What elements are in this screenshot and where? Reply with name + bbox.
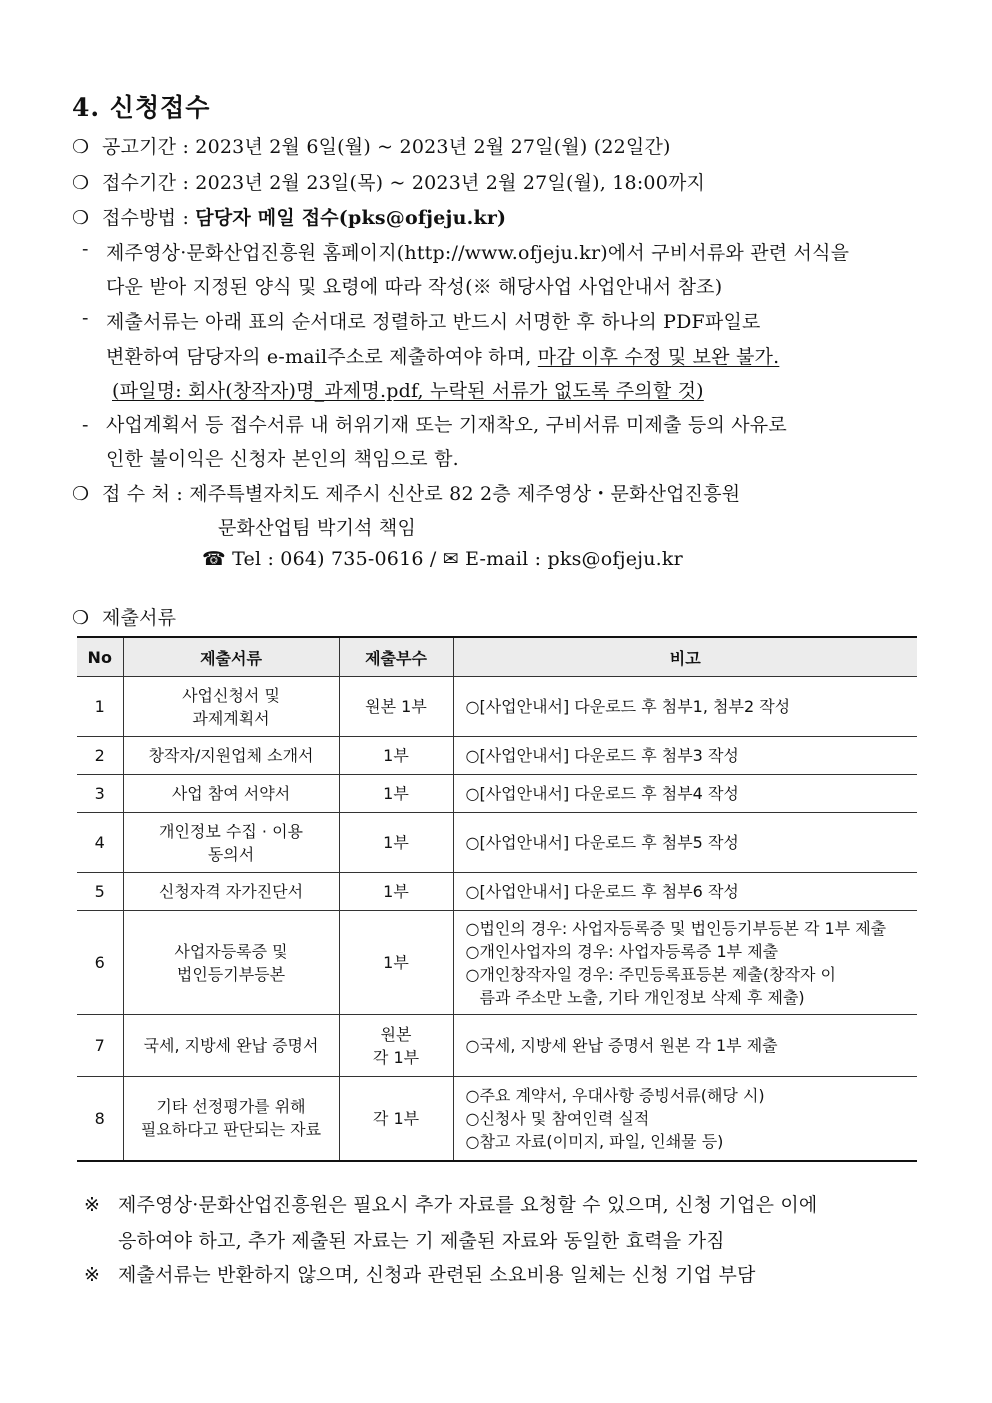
deadline-warning: 마감 이후 수정 및 보완 불가. <box>537 346 780 368</box>
dash-marker: - <box>82 238 89 260</box>
receipt-period: ❍ 접수기간 : 2023년 2월 23일(목) ~ 2023년 2월 27일(월), 18:00까지 <box>72 172 706 194</box>
cell-note: ○국세, 지방세 완납 증명서 원본 각 1부 제출 <box>453 1015 917 1077</box>
cell-note: ○[사업안내서] 다운로드 후 첨부6 작성 <box>453 873 917 911</box>
table-row <box>77 873 917 911</box>
note-mark: ※ <box>84 1264 101 1286</box>
cell-doc: 창작자/지원업체 소개서 <box>123 737 339 775</box>
receipt-method: ❍ 접수방법 : 담당자 메일 접수(pks@ofjeju.kr) <box>72 207 507 229</box>
table-row <box>77 911 917 1015</box>
cell-note: ○[사업안내서] 다운로드 후 첨부1, 첨부2 작성 <box>453 677 917 737</box>
cell-doc: 기타 선정평가를 위해 필요하다고 판단되는 자료 <box>123 1077 339 1161</box>
file-name-rule: (파일명: 회사(창작자)명_과제명.pdf, 누락된 서류가 없도록 주의할 것) <box>112 380 704 402</box>
cell-no: 8 <box>77 1077 123 1161</box>
dash-item-homepage-cont: 다운 받아 지정된 양식 및 요령에 따라 작성(※ 해당사업 사업안내서 참조) <box>106 276 723 298</box>
dash-item-liability-cont: 인한 불이익은 신청자 본인의 책임으로 함. <box>106 448 459 470</box>
table-row <box>77 813 917 873</box>
table-row <box>77 1077 917 1161</box>
cell-doc: 사업신청서 및 과제계획서 <box>123 677 339 737</box>
receipt-office: ❍ 접 수 처 : 제주특별자치도 제주시 신산로 82 2층 제주영상・문화산업진흥원 <box>72 483 741 505</box>
footnote-1: ※ 제주영상·문화산업진흥원은 필요시 추가 자료를 요청할 수 있으며, 신청 기업은 이에 <box>84 1194 818 1216</box>
dash-text: 제주영상·문화산업진흥원 홈페이지(http://www.ofjeju.kr)에서 구비서류와 관련 서식을 <box>106 242 850 264</box>
table-row <box>77 775 917 813</box>
table-row <box>77 737 917 775</box>
table-header-row <box>77 637 917 677</box>
dash-marker: - <box>82 414 89 436</box>
contact-line: ☎ Tel : 064) 735-0616 / ✉ E-mail : pks@ofjeju.kr <box>202 548 683 570</box>
dash-item-liability: - 사업계획서 등 접수서류 내 허위기재 또는 기재착오, 구비서류 미제출 등의 사유로 <box>82 414 787 436</box>
cell-doc: 신청자격 자가진단서 <box>123 873 339 911</box>
footnote-1-cont: 응하여야 하고, 추가 제출된 자료는 기 제출된 자료와 동일한 효력을 가짐 <box>118 1230 725 1252</box>
cell-note: ○[사업안내서] 다운로드 후 첨부3 작성 <box>453 737 917 775</box>
office-team: 문화산업팀 박기석 책임 <box>218 517 417 539</box>
cell-copies: 1부 <box>339 873 453 911</box>
header-doc: 제출서류 <box>123 637 339 677</box>
header-no: No <box>77 637 123 677</box>
cell-note: ○주요 계약서, 우대사항 증빙서류(해당 시) ○신청사 및 참여인력 실적 ○참고 자료(이미지, 파일, 인쇄물 등) <box>453 1077 917 1161</box>
cell-copies: 1부 <box>339 775 453 813</box>
bullet-icon: ❍ <box>72 607 90 629</box>
announce-period: ❍ 공고기간 : 2023년 2월 6일(월) ~ 2023년 2월 27일(월) (22일간) <box>72 136 671 158</box>
cell-doc: 사업 참여 서약서 <box>123 775 339 813</box>
cell-no: 6 <box>77 911 123 1015</box>
cell-no: 2 <box>77 737 123 775</box>
cell-copies: 1부 <box>339 813 453 873</box>
bullet-icon: ❍ <box>72 483 90 505</box>
cell-doc: 국세, 지방세 완납 증명서 <box>123 1015 339 1077</box>
table-row <box>77 1015 917 1077</box>
submission-docs-table <box>77 636 917 1162</box>
dash-item-homepage <box>82 238 922 265</box>
cell-copies: 1부 <box>339 737 453 775</box>
dash-item-submission: - 제출서류는 아래 표의 순서대로 정렬하고 반드시 서명한 후 하나의 PDF파일로 <box>82 307 761 333</box>
cell-doc: 사업자등록증 및 법인등기부등본 <box>123 911 339 1015</box>
footnote-2: ※ 제출서류는 반환하지 않으며, 신청과 관련된 소요비용 일체는 신청 기업 부담 <box>84 1264 756 1286</box>
table-row <box>77 677 917 737</box>
cell-note: ○[사업안내서] 다운로드 후 첨부4 작성 <box>453 775 917 813</box>
cell-note: ○[사업안내서] 다운로드 후 첨부5 작성 <box>453 813 917 873</box>
note-mark: ※ <box>84 1194 101 1216</box>
bullet-icon: ❍ <box>72 172 90 194</box>
cell-no: 1 <box>77 677 123 737</box>
cell-no: 3 <box>77 775 123 813</box>
bullet-icon: ❍ <box>72 207 90 229</box>
cell-copies: 각 1부 <box>339 1077 453 1161</box>
cell-no: 4 <box>77 813 123 873</box>
section-heading: 4. 신청접수 <box>72 93 211 122</box>
header-note: 비고 <box>453 637 917 677</box>
docs-title: ❍ 제출서류 <box>72 607 177 629</box>
dash-item-submission-cont: 변환하여 담당자의 e-mail주소로 제출하여야 하며, 마감 이후 수정 및 보완 불가. <box>106 346 780 368</box>
header-copies: 제출부수 <box>339 637 453 677</box>
bullet-icon: ❍ <box>72 136 90 158</box>
dash-marker: - <box>82 307 89 329</box>
cell-no: 5 <box>77 873 123 911</box>
cell-copies: 1부 <box>339 911 453 1015</box>
cell-doc: 개인정보 수집 · 이용 동의서 <box>123 813 339 873</box>
cell-copies: 원본 각 1부 <box>339 1015 453 1077</box>
cell-note: ○법인의 경우: 사업자등록증 및 법인등기부등본 각 1부 제출 ○개인사업자의 경우: 사업자등록증 1부 제출 ○개인창작자일 경우: 주민등록표등본 제출(창작자 이 름과 주소만 노출, 기타 개인정보 삭제 후 제출) <box>453 911 917 1015</box>
method-value: 담당자 메일 접수(pks@ofjeju.kr) <box>195 207 507 229</box>
cell-copies: 원본 1부 <box>339 677 453 737</box>
cell-no: 7 <box>77 1015 123 1077</box>
